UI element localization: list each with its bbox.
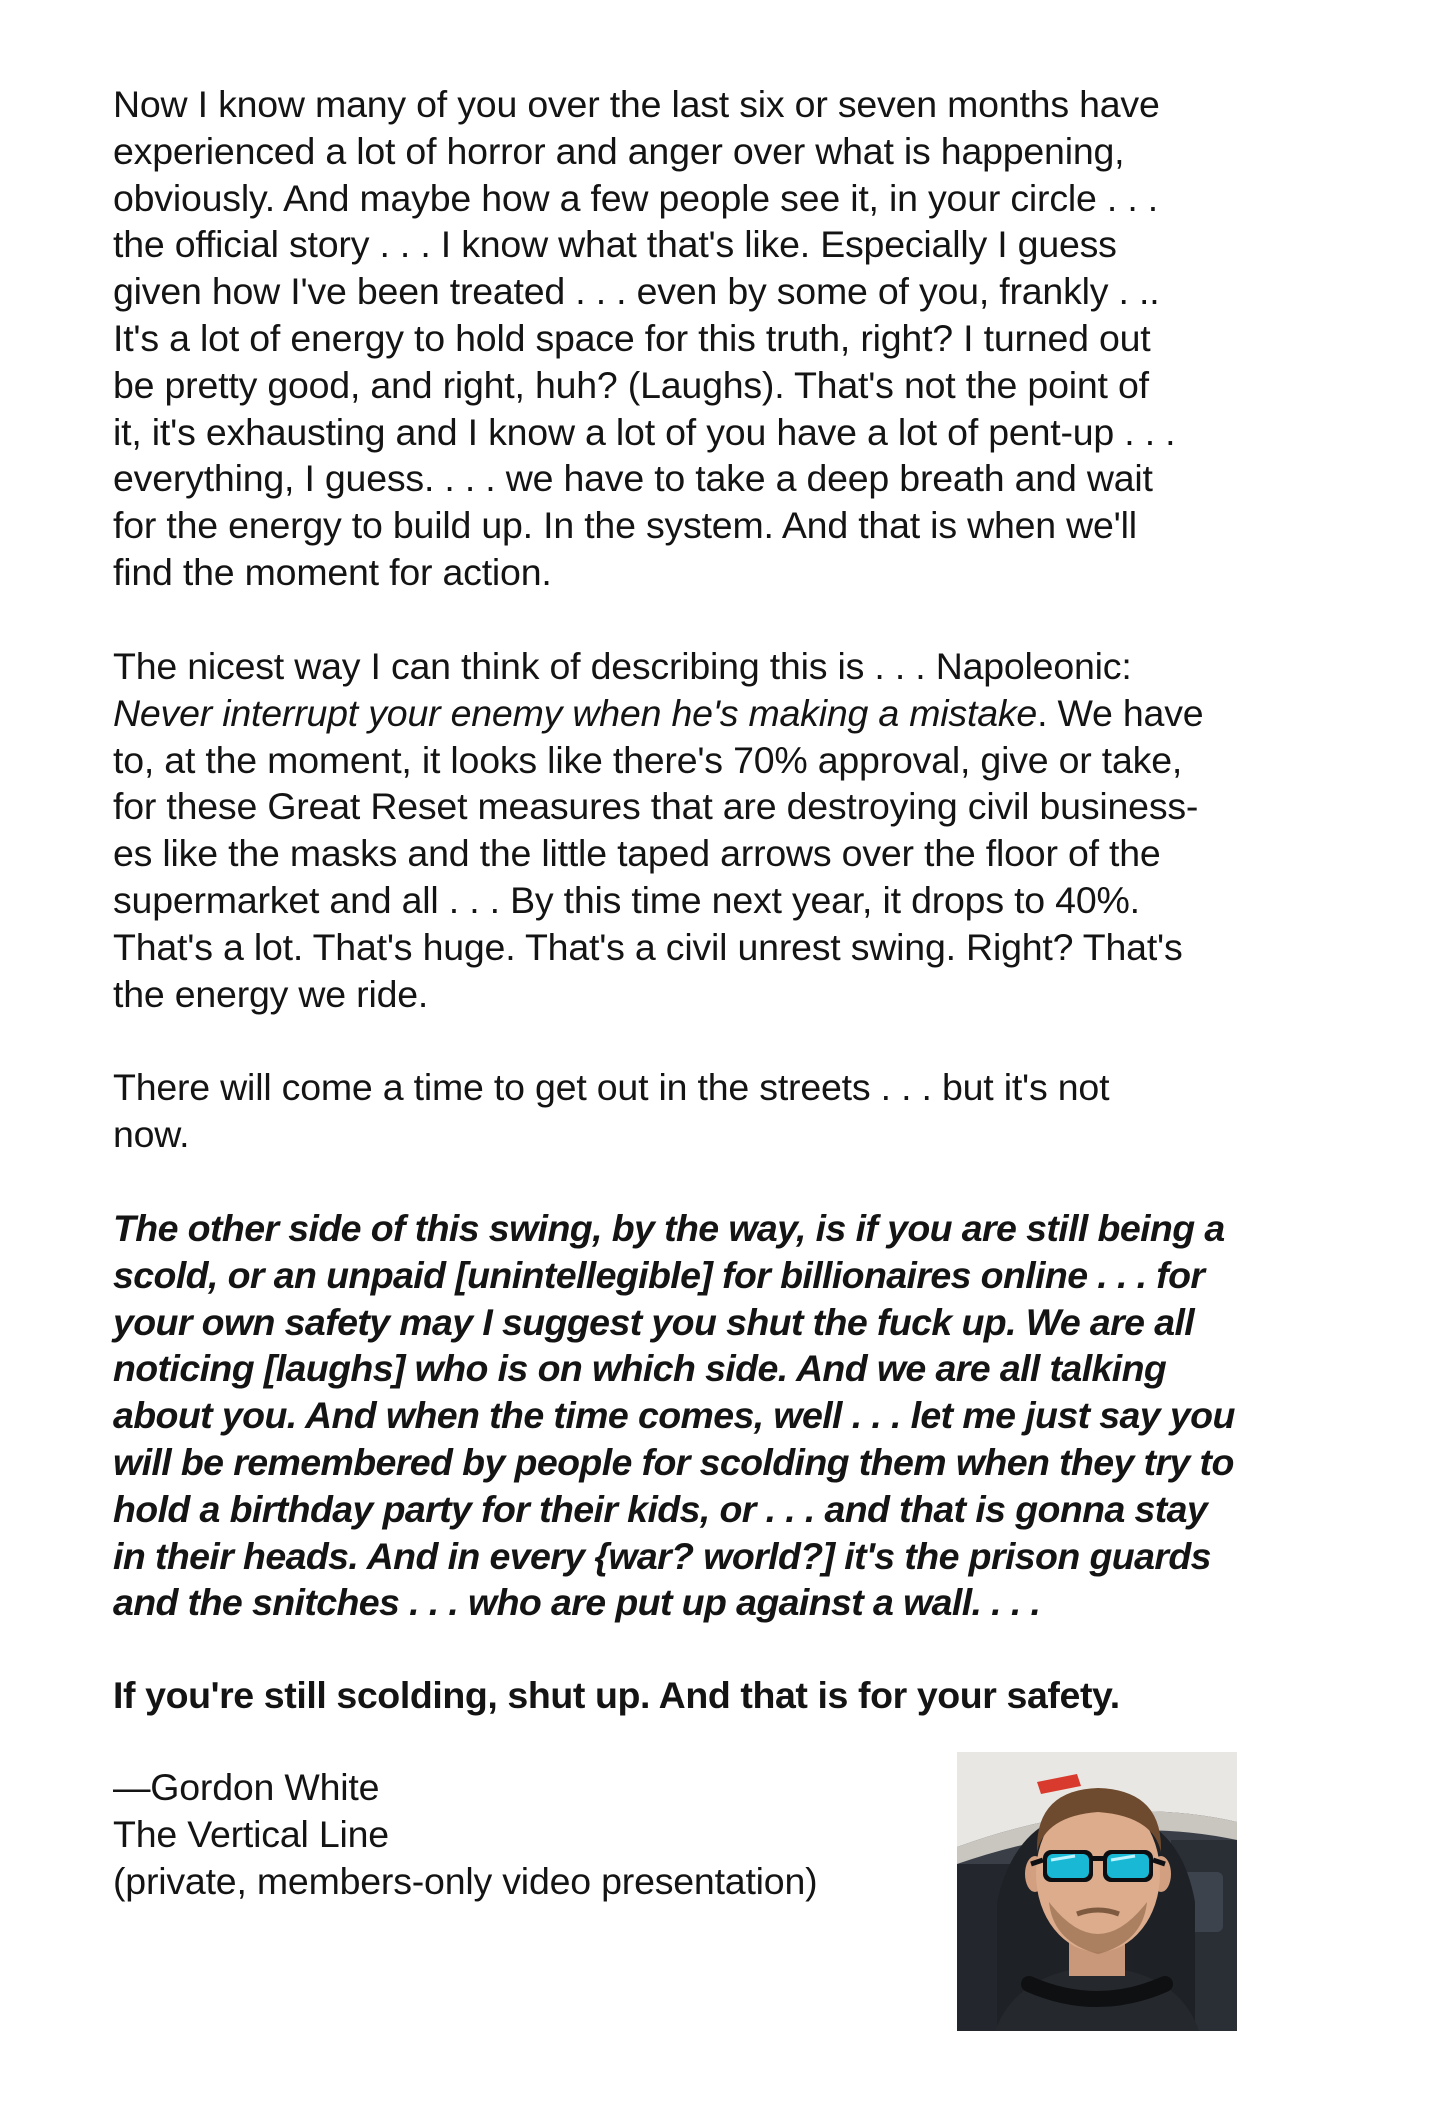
text-line: given how I've been treated . . . even by some of you, frankly . .. <box>113 270 1160 313</box>
text-line: It's a lot of energy to hold space for this truth, right? I turned out <box>113 316 1151 359</box>
text-line: for the energy to build up. In the system. And that is when we'll <box>113 504 1137 547</box>
author-portrait-illustration <box>957 1752 1237 2031</box>
text-line: The other side of this swing, by the way, is if you are still being a <box>113 1207 1225 1249</box>
text-line: for these Great Reset measures that are destroying civil business- <box>113 785 1199 828</box>
text-line: will be remembered by people for scolding them when they try to <box>113 1440 1234 1483</box>
text-line: Now I know many of you over the last six or seven months have <box>113 83 1160 125</box>
text-line: the official story . . . I know what that's like. Especially I guess <box>113 223 1117 266</box>
author-photo <box>957 1752 1237 2031</box>
text-line: scold, or an unpaid [unintellegible] for billionaires online . . . for <box>113 1253 1205 1296</box>
text-line: to, at the moment, it looks like there's 70% approval, give or take, <box>113 738 1183 781</box>
text-line: hold a birthday party for their kids, or . . . and that is gonna stay <box>113 1487 1208 1530</box>
text-line: There will come a time to get out in the streets . . . but it's not <box>113 1066 1110 1108</box>
attribution-author: —Gordon White <box>113 1766 380 1808</box>
text-run: . We have <box>1037 691 1204 734</box>
text-line: in their heads. And in every {war? world?] it's the prison guards <box>113 1534 1211 1577</box>
text-line: If you're still scolding, shut up. And that is for your safety. <box>113 1674 1120 1716</box>
paragraph-3 <box>113 1064 1353 1158</box>
paragraph-1 <box>113 81 1353 596</box>
text-line: about you. And when the time comes, well . . . let me just say you <box>113 1394 1235 1437</box>
paragraph-4-bold-italic <box>113 1205 1353 1626</box>
napoleon-quote: Never interrupt your enemy when he's making a mistake <box>113 691 1038 734</box>
text-line: experienced a lot of horror and anger over what is happening, <box>113 129 1125 172</box>
text-line: your own safety may I suggest you shut the fuck up. We are all <box>113 1300 1195 1343</box>
text-line: now. <box>113 1112 190 1155</box>
paragraph-2 <box>113 643 1353 1017</box>
text-line: it, it's exhausting and I know a lot of you have a lot of pent-up . . . <box>113 410 1176 453</box>
text-line: everything, I guess. . . . we have to take a deep breath and wait <box>113 457 1153 500</box>
text-line <box>113 690 1353 737</box>
text-line: obviously. And maybe how a few people see it, in your circle . . . <box>113 176 1158 219</box>
text-line: find the moment for action. <box>113 550 552 593</box>
text-line: es like the masks and the little taped arrows over the floor of the <box>113 832 1161 875</box>
text-line: That's a lot. That's huge. That's a civil unrest swing. Right? That's <box>113 925 1183 968</box>
text-line: The nicest way I can think of describing this is . . . Napoleonic: <box>113 645 1132 687</box>
attribution-note: (private, members-only video presentation) <box>113 1859 818 1902</box>
text-line: supermarket and all . . . By this time next year, it drops to 40%. <box>113 878 1140 921</box>
attribution-source: The Vertical Line <box>113 1812 389 1855</box>
text-line: the energy we ride. <box>113 972 429 1015</box>
text-line: noticing [laughs] who is on which side. And we are all talking <box>113 1347 1167 1390</box>
paragraph-5-bold <box>113 1672 1353 1719</box>
text-line: be pretty good, and right, huh? (Laughs). That's not the point of <box>113 363 1149 406</box>
text-line: and the snitches . . . who are put up against a wall. . . . <box>113 1581 1041 1624</box>
